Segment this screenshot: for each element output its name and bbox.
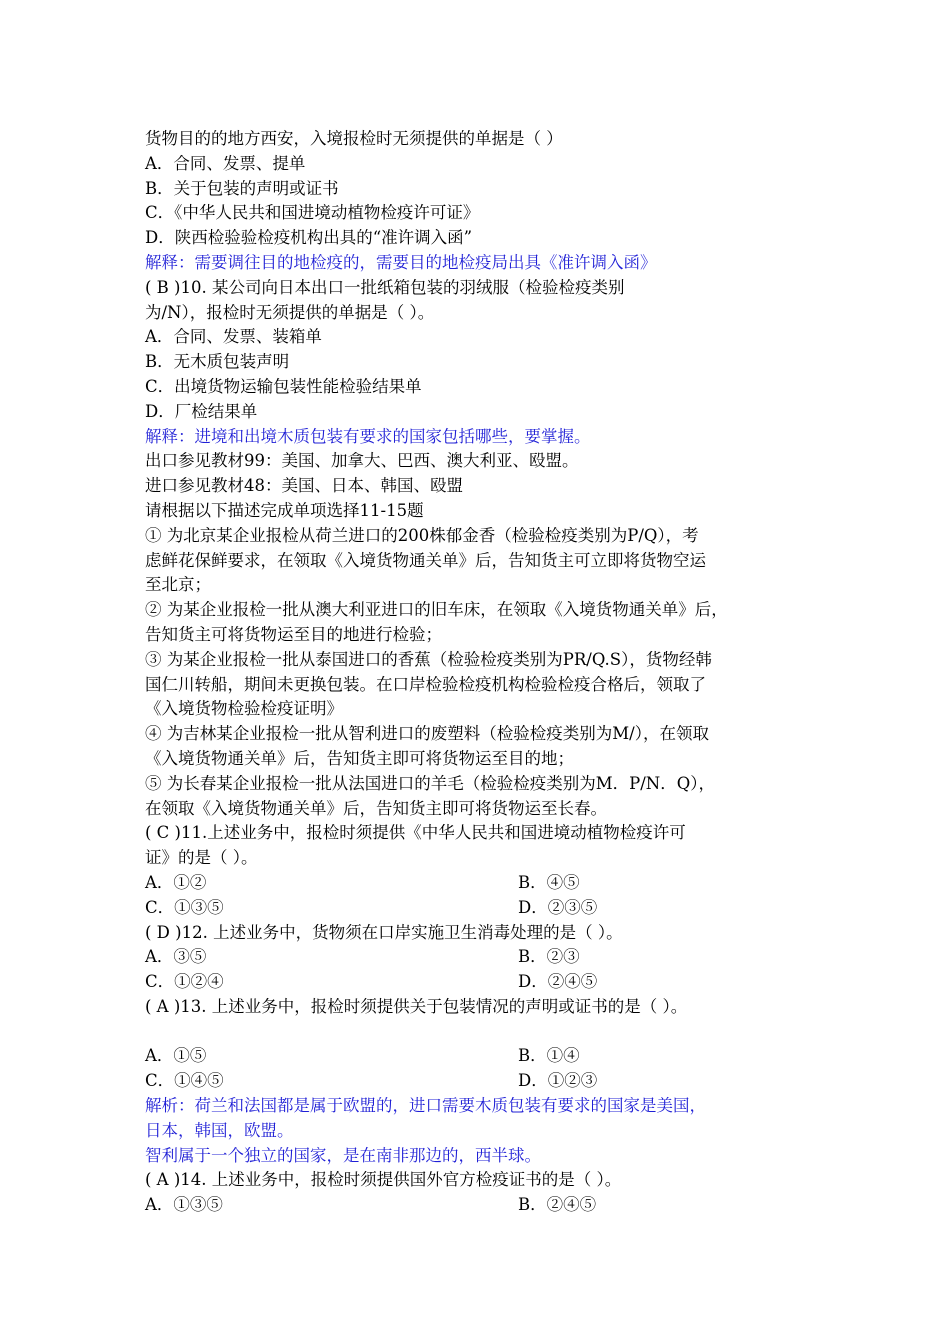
q11-options-row <box>145 896 825 921</box>
q13-option-a: A．①⑤ <box>145 1046 207 1066</box>
q12-option-b: B．②③ <box>518 947 580 967</box>
q9-option-a: A．合同、发票、提单 <box>145 153 306 173</box>
scenario-line: 在领取《入境货物通关单》后，告知货主即可将货物运至长春。 <box>145 798 607 818</box>
question-10-stem-cont: 为/N），报检时无须提供的单据是（ ）。 <box>145 302 435 322</box>
scenario-line: 国仁川转船，期间未更换包装。在口岸检验检疫机构检验检疫合格后，领取了 <box>145 674 706 694</box>
q13-options-row <box>145 1069 825 1094</box>
q11-options-row <box>145 871 825 896</box>
question-11-stem-cont: 证》的是（ ）。 <box>145 848 258 868</box>
scenario-line: 《入境货物通关单》后，告知货主即可将货物运至目的地； <box>145 748 574 768</box>
q14-options-row <box>145 1193 825 1218</box>
q11-option-d: D．②③⑤ <box>518 897 598 917</box>
q13-option-c: C．①④⑤ <box>145 1071 224 1091</box>
q9-explanation: 解释：需要调往目的地检疫的，需要目的地检疫局出具《准许调入函》 <box>145 252 657 272</box>
q13-explanation: 智利属于一个独立的国家，是在南非那边的，西半球。 <box>145 1145 541 1165</box>
question-10-stem: ( B )10. 某公司向日本出口一批纸箱包装的羽绒服（检验检疫类别 <box>145 277 625 297</box>
q11-option-c: C．①③⑤ <box>145 897 224 917</box>
reference-export: 出口参见教材99：美国、加拿大、巴西、澳大利亚、殴盟。 <box>145 451 579 471</box>
q10-option-b: B．无木质包装声明 <box>145 352 290 372</box>
q13-explanation: 日本，韩国，欧盟。 <box>145 1120 294 1140</box>
scenario-line: ② 为某企业报检一批从澳大利亚进口的旧车床，在领取《入境货物通关单》后， <box>145 600 728 620</box>
q13-option-d: D．①②③ <box>518 1071 598 1091</box>
q12-option-a: A．③⑤ <box>145 947 207 967</box>
q11-option-b: B．④⑤ <box>518 872 580 892</box>
scenario-line: 告知货主可将货物运至目的地进行检验； <box>145 624 442 644</box>
q10-option-a: A．合同、发票、装箱单 <box>145 327 322 347</box>
q13-options-row <box>145 1044 825 1069</box>
q10-option-c: C．出境货物运输包装性能检验结果单 <box>145 376 422 396</box>
q12-option-c: C．①②④ <box>145 972 224 992</box>
q10-option-d: D．厂检结果单 <box>145 401 258 421</box>
q12-options-row <box>145 945 825 970</box>
q11-option-a: A．①② <box>145 872 207 892</box>
document-body <box>145 127 825 1218</box>
q12-options-row <box>145 970 825 995</box>
scenario-line: 至北京； <box>145 575 211 595</box>
question-9-stem: 货物目的的地方西安，入境报检时无须提供的单据是（ ） <box>145 129 563 148</box>
question-13-stem: ( A )13. 上述业务中，报检时须提供关于包装情况的声明或证书的是（ ）。 <box>145 996 688 1016</box>
q14-option-b: B．②④⑤ <box>518 1195 597 1215</box>
scenario-line: ③ 为某企业报检一批从泰国进口的香蕉（检验检疫类别为PR/Q.S），货物经韩 <box>145 649 712 669</box>
q13-explanation: 解析：荷兰和法国都是属于欧盟的，进口需要木质包装有要求的国家是美国， <box>145 1096 706 1116</box>
scenario-line: 虑鲜花保鲜要求，在领取《入境货物通关单》后，告知货主可立即将货物空运 <box>145 550 706 570</box>
q12-option-d: D．②④⑤ <box>518 972 598 992</box>
q13-option-b: B．①④ <box>518 1046 580 1066</box>
q14-option-a: A．①③⑤ <box>145 1195 223 1215</box>
question-12-stem: ( D )12. 上述业务中，货物须在口岸实施卫生消毒处理的是（ ）。 <box>145 922 623 942</box>
blank-line <box>145 1020 825 1045</box>
q9-option-d: D．陕西检验验检疫机构出具的“准许调入函” <box>145 228 473 248</box>
reference-import: 进口参见教材48：美国、日本、韩国、殴盟 <box>145 476 463 496</box>
question-14-stem: ( A )14. 上述业务中，报检时须提供国外官方检疫证书的是（ ）。 <box>145 1170 622 1190</box>
scenario-line: ⑤ 为长春某企业报检一批从法国进口的羊毛（检验检疫类别为M．P/N．Q）， <box>145 773 716 793</box>
q9-option-b: B．关于包装的声明或证书 <box>145 178 339 198</box>
q9-option-c: C．《中华人民共和国进境动植物检疫许可证》 <box>145 203 480 223</box>
q10-explanation: 解释：进境和出境木质包装有要求的国家包括哪些，要掌握。 <box>145 426 591 446</box>
scenario-line: 《入境货物检验检疫证明》 <box>145 699 343 719</box>
question-11-stem: ( C )11.上述业务中，报检时须提供《中华人民共和国进境动植物检疫许可 <box>145 823 686 843</box>
scenario-line: ① 为北京某企业报检从荷兰进口的200株郁金香（检验检疫类别为P/Q），考 <box>145 525 699 545</box>
scenario-line: ④ 为吉林某企业报检一批从智利进口的废塑料（检验检疫类别为M/），在领取 <box>145 724 709 744</box>
section-intro: 请根据以下描述完成单项选择11-15题 <box>145 500 424 520</box>
